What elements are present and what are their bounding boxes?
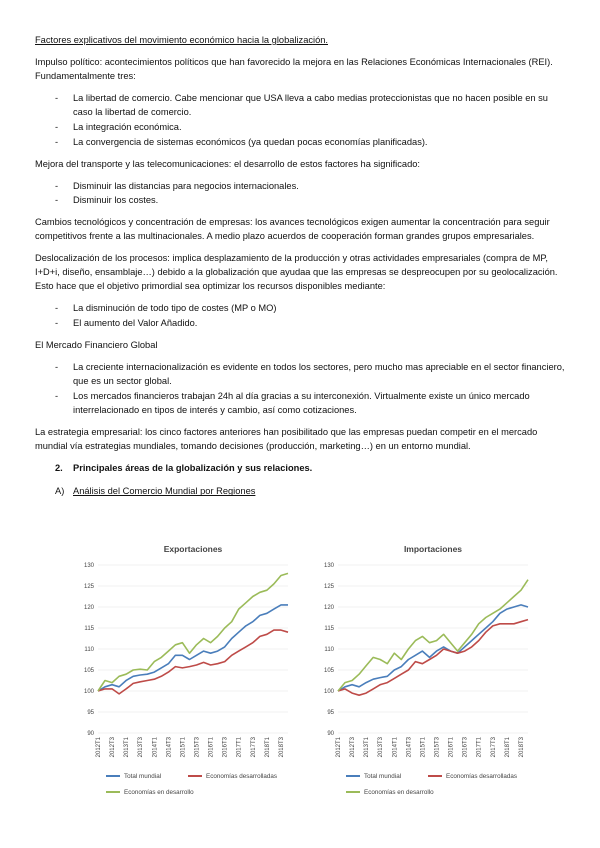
y-tick-label: 125 xyxy=(323,584,334,590)
series-line xyxy=(98,573,288,691)
x-tick-label: 2016T1 xyxy=(208,737,215,758)
chart-exportaciones xyxy=(78,540,303,810)
x-tick-label: 2013T1 xyxy=(124,737,131,758)
legend-label: Economías en desarrollo xyxy=(124,789,194,797)
list-mercado-financiero xyxy=(35,361,565,418)
series-line xyxy=(338,605,528,691)
y-tick-label: 95 xyxy=(327,710,334,716)
list-item: - Disminuir los costes. xyxy=(35,194,565,208)
chart-importaciones-svg xyxy=(318,540,543,805)
list-item: - Los mercados financieros trabajan 24h al día gracias a su interconexión. Virtualmente existe un único mercado interrelacionado en tipos de interés y cambio, así como cotizaciones. xyxy=(35,390,565,418)
charts-area xyxy=(78,540,578,805)
paragraph-transporte: Mejora del transporte y las telecomunicaciones: el desarrollo de estos factores ha significado: xyxy=(35,158,420,169)
y-tick-label: 115 xyxy=(84,626,94,632)
list-item: - La creciente internacionalización es evidente en todos los sectores, pero mucho mas apreciable en el sector financiero, que es un sector global. xyxy=(35,361,565,389)
x-tick-label: 2014T1 xyxy=(152,737,159,758)
x-tick-label: 2015T1 xyxy=(180,737,187,758)
chart-importaciones xyxy=(318,540,543,810)
x-tick-label: 2017T1 xyxy=(236,737,243,758)
y-tick-label: 90 xyxy=(87,731,94,737)
list-item: - El aumento del Valor Añadido. xyxy=(35,317,565,331)
x-tick-label: 2014T3 xyxy=(166,737,173,758)
list-item: - La disminución de todo tipo de costes (MP o MO) xyxy=(35,302,565,316)
legend-label: Total mundial xyxy=(124,773,162,781)
x-tick-label: 2018T1 xyxy=(264,737,271,758)
paragraph-impulso-politico: Impulso político: acontecimientos políticos que han favorecido la mejora en las Relaciones Económicas Internacionales (REI). Fundamentalmente tres: xyxy=(35,56,553,81)
series-line xyxy=(98,630,288,694)
list-item: - Disminuir las distancias para negocios internacionales. xyxy=(35,180,565,194)
list-item: - La convergencia de sistemas económicos (ya quedan pocas economías planificadas). xyxy=(35,136,565,150)
x-tick-label: 2017T1 xyxy=(476,737,483,758)
x-tick-label: 2014T1 xyxy=(392,737,399,758)
paragraph-mercado-financiero: El Mercado Financiero Global xyxy=(35,339,158,350)
y-tick-label: 105 xyxy=(323,668,334,674)
y-tick-label: 90 xyxy=(327,731,334,737)
legend-label: Economías en desarrollo xyxy=(364,789,434,797)
heading-number: A) xyxy=(55,486,65,497)
x-tick-label: 2014T3 xyxy=(406,737,413,758)
chart-exportaciones-svg xyxy=(78,540,303,805)
x-tick-label: 2016T3 xyxy=(462,737,469,758)
y-tick-label: 120 xyxy=(323,605,334,611)
legend-label: Economías desarrolladas xyxy=(446,773,518,781)
x-tick-label: 2012T3 xyxy=(110,737,117,758)
list-item: - La libertad de comercio. Cabe mencionar que USA lleva a cabo medias proteccionistas que no hacen posible en su caso la libertad de comercio. xyxy=(35,92,565,120)
y-tick-label: 130 xyxy=(83,563,94,569)
x-tick-label: 2013T3 xyxy=(138,737,145,758)
section-title: Factores explicativos del movimiento económico hacia la globalización. xyxy=(35,35,328,45)
x-tick-label: 2018T3 xyxy=(278,737,285,758)
heading-text: Principales áreas de la globalización y sus relaciones. xyxy=(73,462,313,473)
y-tick-label: 125 xyxy=(83,584,94,590)
list-deslocalizacion xyxy=(35,302,565,331)
heading-number: 2. xyxy=(55,462,63,473)
y-tick-label: 115 xyxy=(324,626,334,632)
x-tick-label: 2015T3 xyxy=(434,737,441,758)
x-tick-label: 2018T3 xyxy=(518,737,525,758)
heading-text: Análisis del Comercio Mundial por Regiones xyxy=(73,486,256,497)
y-tick-label: 130 xyxy=(323,563,334,569)
y-tick-label: 120 xyxy=(83,605,94,611)
chart-title: Exportaciones xyxy=(163,544,223,554)
x-tick-label: 2017T3 xyxy=(250,737,257,758)
heading-subsection-a xyxy=(35,485,565,499)
y-tick-label: 100 xyxy=(83,689,94,695)
x-tick-label: 2016T1 xyxy=(448,737,455,758)
y-tick-label: 100 xyxy=(323,689,334,695)
paragraph-cambios-tecnologicos: Cambios tecnológicos y concentración de empresas: los avances tecnológicos exigen aumentar la concentración para seguir competitivos frente a las multinacionales. A medio plazo acuerdos de cooperación forman grandes grupos empresariales. xyxy=(35,217,550,242)
list-item: - La integración económica. xyxy=(35,121,565,135)
x-tick-label: 2018T1 xyxy=(504,737,511,758)
paragraph-estrategia: La estrategia empresarial: los cinco factores anteriores han posibilitado que las empresas puedan competir en el mercado mundial vía estrategias mundiales, tomando decisiones (producción, marketing…) en un entorno mundial. xyxy=(35,426,538,451)
heading-section-2 xyxy=(35,462,565,476)
x-tick-label: 2016T3 xyxy=(222,737,229,758)
legend-label: Total mundial xyxy=(364,773,402,781)
chart-title: Importaciones xyxy=(403,544,463,554)
y-tick-label: 95 xyxy=(87,710,94,716)
series-line xyxy=(338,620,528,696)
y-tick-label: 110 xyxy=(324,647,334,653)
y-tick-label: 105 xyxy=(83,668,94,674)
list-transporte xyxy=(35,180,565,209)
list-impulso-politico xyxy=(35,92,565,150)
y-tick-label: 110 xyxy=(84,647,94,653)
x-tick-label: 2017T3 xyxy=(490,737,497,758)
x-tick-label: 2012T1 xyxy=(336,737,342,758)
x-tick-label: 2015T3 xyxy=(194,737,201,758)
document-body xyxy=(35,34,565,505)
legend-label: Economías desarrolladas xyxy=(206,773,278,781)
series-line xyxy=(338,580,528,691)
x-tick-label: 2012T3 xyxy=(350,737,357,758)
x-tick-label: 2012T1 xyxy=(96,737,102,758)
x-tick-label: 2013T1 xyxy=(364,737,371,758)
x-tick-label: 2013T3 xyxy=(378,737,385,758)
x-tick-label: 2015T1 xyxy=(420,737,427,758)
paragraph-deslocalizacion: Deslocalización de los procesos: implica desplazamiento de la producción y otras actividades empresariales (compra de MP, I+D+i, diseño, ensamblaje…) debido a la globalización que ayudaa que las empresas se despreocupen por su geolocalización. Esto hace que el objetivo primordial sea optimizar los recursos disponibles mediante: xyxy=(35,253,558,292)
